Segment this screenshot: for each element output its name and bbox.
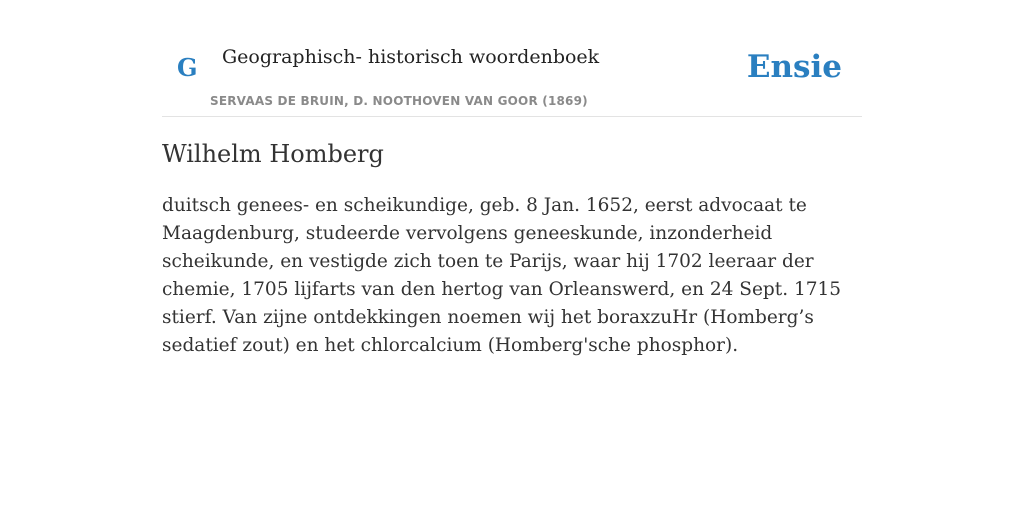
book-title-link[interactable]: Geographisch- historisch woordenboek <box>222 46 600 68</box>
book-letter-icon[interactable]: G <box>177 53 198 82</box>
book-authors: SERVAAS DE BRUIN, D. NOOTHOVEN VAN GOOR (1869) <box>210 94 588 108</box>
entry-title: Wilhelm Homberg <box>162 140 384 168</box>
page-container <box>162 0 862 356</box>
entry-body: duitsch genees- en scheikundige, geb. 8 Jan. 1652, eerst advocaat te Maagdenburg, studeerde vervolgens geneeskunde, inzonderheid scheikunde, en vestigde zich toen te Parijs, waar hij 1702 leeraar der chemie, 1705 lijfarts van den hertog van Orleanswerd, en 24 Sept. 1715 stierf. Van zijne ontdekkingen noemen wij het boraxzuHr (Homberg’s sedatief zout) en het chlorcalcium (Homberg'sche phosphor). <box>162 195 842 356</box>
book-header <box>162 0 862 117</box>
ensie-logo-link[interactable]: Ensie <box>746 49 842 85</box>
